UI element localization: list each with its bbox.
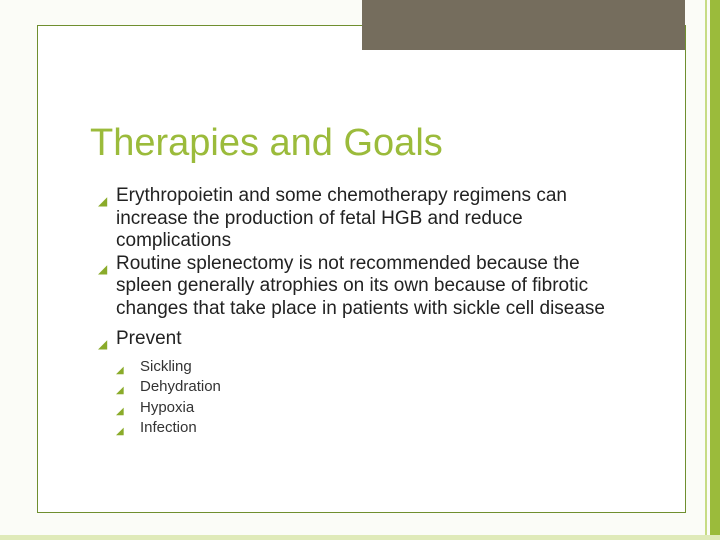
signal-bullet-icon: ◢ <box>116 405 124 417</box>
right-accent-stripe <box>710 0 720 540</box>
right-accent-line <box>705 0 707 540</box>
sub-bullet-item <box>116 398 618 419</box>
sub-bullet-item <box>116 377 618 398</box>
signal-bullet-icon: ◢ <box>116 364 124 376</box>
bullet-text: Erythropoietin and some chemotherapy regimens can increase the production of fetal HGB and reduce complications <box>116 185 567 251</box>
signal-bullet-icon: ◢ <box>98 261 108 276</box>
signal-bullet-icon: ◢ <box>116 385 124 396</box>
sub-bullet-text: Infection <box>140 419 197 436</box>
sub-bullet-item <box>116 357 618 378</box>
signal-bullet-icon: ◢ <box>98 337 108 351</box>
sub-bullet-text: Dehydration <box>140 378 221 395</box>
bullet-text: Prevent <box>116 328 182 349</box>
sub-bullet-text: Hypoxia <box>140 398 195 416</box>
bullet-list <box>98 185 618 439</box>
signal-bullet-icon: ◢ <box>116 426 124 437</box>
bottom-accent-stripe <box>0 535 720 540</box>
slide-title: Therapies and Goals <box>90 122 443 164</box>
sub-bullet-item <box>116 418 618 439</box>
bullet-item <box>98 253 618 321</box>
bullet-item <box>98 185 618 253</box>
sub-bullet-list <box>116 357 618 439</box>
bullet-item <box>98 328 618 439</box>
bullet-text: Routine splenectomy is not recommended because the spleen generally atrophies on its own because of fibrotic changes that take place in patients with sickle cell disease <box>116 252 605 319</box>
signal-bullet-icon: ◢ <box>98 194 108 208</box>
sub-bullet-text: Sickling <box>140 357 192 375</box>
top-accent-bar <box>362 0 685 50</box>
